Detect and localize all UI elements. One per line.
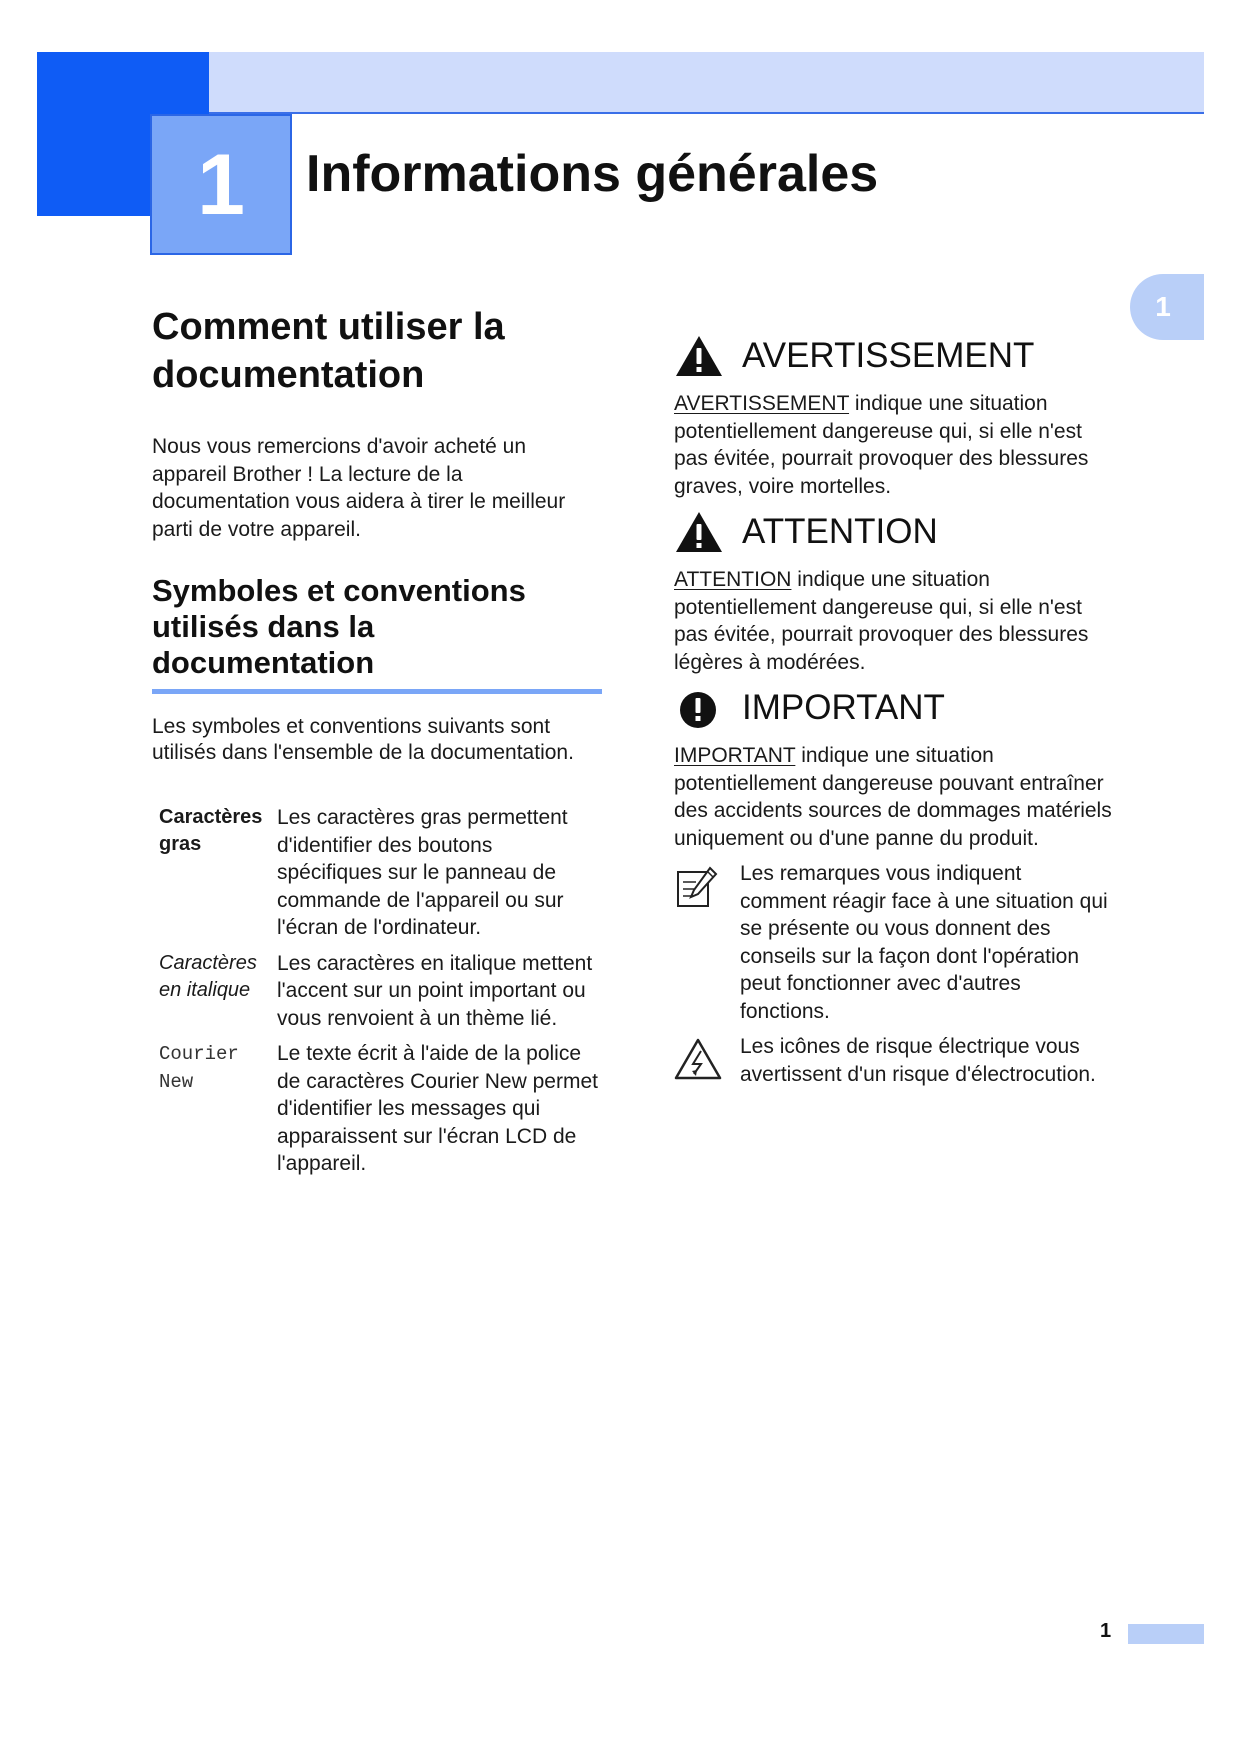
section-intro: Nous vous remercions d'avoir acheté un appareil Brother ! La lecture de la documentation vous aidera à tirer le meilleur parti de votre appareil. — [152, 435, 566, 541]
subsection-title: Symboles et conventions utilisés dans la documentation — [152, 573, 526, 680]
notice-caution — [674, 506, 1114, 676]
convention-term-italic: Caractères en italique — [159, 951, 257, 1001]
remark-note — [674, 860, 1114, 1025]
section-title: Comment utiliser la documentation — [152, 306, 505, 396]
chapter-number-box — [150, 114, 292, 255]
page-number-bar — [1128, 1624, 1204, 1644]
exclamation-circle-icon — [674, 684, 726, 732]
convention-desc-bold: Les caractères gras permettent d'identifier des boutons spécifiques sur le panneau de commande de l'appareil ou sur l'écran de l'ordinateur. — [277, 806, 568, 939]
notice-caution-text: indique une situation potentiellement dangereuse qui, si elle n'est pas évitée, pourrait provoquer des blessures légères à modérées. — [674, 568, 1089, 674]
note-pencil-icon — [674, 860, 740, 1025]
notice-important-body — [674, 742, 1114, 852]
notice-warning — [674, 330, 1114, 500]
convention-row-italic — [152, 950, 602, 1033]
notice-warning-keyword: AVERTISSEMENT — [674, 392, 850, 415]
header-band-light — [208, 52, 1204, 114]
notice-caution-title: ATTENTION — [742, 512, 938, 551]
warning-triangle-icon — [674, 332, 726, 380]
convention-term-mono: Courier New — [159, 1043, 239, 1093]
electrical-hazard-icon — [674, 1033, 740, 1088]
page-number: 1 — [1100, 1620, 1112, 1642]
notice-caution-keyword: ATTENTION — [674, 568, 792, 591]
notice-warning-title: AVERTISSEMENT — [742, 336, 1035, 375]
remark-electrical — [674, 1033, 1114, 1088]
notice-warning-body — [674, 390, 1114, 500]
convention-row-bold — [152, 804, 602, 942]
chapter-side-tab — [1130, 274, 1204, 340]
notice-important-keyword: IMPORTANT — [674, 744, 796, 767]
conventions-table — [152, 804, 602, 1178]
side-tab-label: 1 — [1155, 291, 1171, 322]
left-column — [152, 303, 602, 1186]
remark-electrical-text: Les icônes de risque électrique vous avertissent d'un risque d'électrocution. — [740, 1035, 1096, 1086]
convention-term-bold: Caractères gras — [159, 806, 263, 855]
notice-important-title: IMPORTANT — [742, 688, 945, 727]
chapter-number: 1 — [197, 136, 245, 233]
right-column — [674, 330, 1114, 1088]
convention-row-mono — [152, 1040, 602, 1178]
notice-warning-text: indique une situation potentiellement dangereuse qui, si elle n'est pas évitée, pourrait provoquer des blessures graves, voire mortelles. — [674, 392, 1089, 498]
subsection-rule — [152, 689, 602, 694]
notice-important — [674, 682, 1114, 852]
convention-desc-italic: Les caractères en italique mettent l'accent sur un point important ou vous renvoient à un thème lié. — [277, 951, 593, 1030]
notice-important-text: indique une situation potentiellement dangereuse pouvant entraîner des accidents sources de dommages matériels uniquement ou d'une panne du produit. — [674, 744, 1112, 850]
convention-desc-mono: Le texte écrit à l'aide de la police de caractères Courier New permet d'identifier les messages qui apparaissent sur l'écran LCD de l'appareil. — [277, 1042, 598, 1175]
warning-triangle-icon — [674, 508, 726, 556]
remark-note-text: Les remarques vous indiquent comment réagir face à une situation qui se présente ou vous donnent des conseils sur la façon dont l'opération peut fonctionner avec d'autres fonctions. — [740, 862, 1108, 1023]
chapter-title: Informations générales — [306, 145, 879, 203]
subsection-intro: Les symboles et conventions suivants sont utilisés dans l'ensemble de la documentation. — [152, 715, 574, 764]
notice-caution-body — [674, 566, 1114, 676]
